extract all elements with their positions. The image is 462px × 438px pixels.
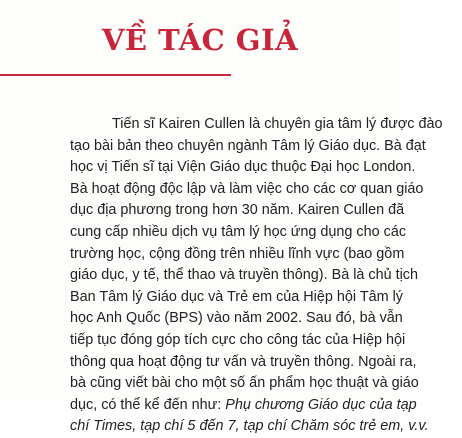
author-bio-paragraph — [70, 114, 462, 438]
text-line — [70, 179, 462, 201]
text-segment: tạo bài bản theo chuyên ngành Tâm lý Giáo dục. Bà đạt — [70, 137, 426, 154]
text-line — [70, 395, 462, 417]
text-line — [70, 157, 462, 179]
text-line — [70, 265, 462, 287]
text-segment: học Anh Quốc (BPS) vào năm 2002. Sau đó, bà vẫn — [70, 310, 403, 327]
text-segment: thông qua hoạt động tư vấn và truyền thông. Ngoài ra, — [70, 353, 417, 370]
text-line — [70, 287, 462, 309]
text-segment: Bà hoạt động độc lập và làm việc cho các cơ quan giáo — [70, 180, 424, 197]
text-segment: dục, có thể kể đến như: — [70, 396, 226, 413]
text-segment: cung cấp nhiều dịch vụ tâm lý học ứng dụng cho các — [70, 223, 407, 240]
text-segment: bà cũng viết bài cho một số ấn phẩm học thuật và giáo — [70, 375, 419, 392]
text-line — [70, 373, 462, 395]
text-segment: Ban Tâm lý Giáo dục và Trẻ em của Hiệp hội Tâm lý — [70, 288, 403, 305]
text-segment: dục địa phương trong hơn 30 năm. Kairen Cullen đã — [70, 202, 405, 219]
text-segment: học vị Tiến sĩ tại Viện Giáo dục thuộc Đại học London. — [70, 159, 416, 176]
text-line — [70, 308, 462, 330]
text-line — [70, 136, 462, 158]
text-line — [70, 330, 462, 352]
text-line — [70, 200, 462, 222]
text-segment: Tiến sĩ Kairen Cullen là chuyên gia tâm lý được đào — [112, 116, 443, 132]
publication-name-italic: Phụ chương Giáo dục của tạp — [225, 396, 417, 413]
page-title: VỀ TÁC GIẢ — [101, 23, 299, 57]
text-segment: trường học, cộng đồng trên nhiều lĩnh vực (bao gồm — [70, 245, 405, 262]
text-line — [70, 352, 462, 374]
text-line — [70, 416, 462, 438]
text-line — [70, 244, 462, 266]
text-line — [70, 222, 462, 244]
text-segment: giáo dục, y tế, thể thao và truyền thông). Bà là chủ tịch — [70, 267, 418, 284]
text-segment: chí Times, tạp chí 5 đến 7, tạp chí Chăm sóc trẻ em, v.v. — [70, 418, 429, 435]
text-segment: tiếp tục đóng góp tích cực cho công tác của Hiệp hội — [70, 331, 406, 348]
title-divider — [0, 74, 231, 76]
text-line — [70, 114, 462, 136]
